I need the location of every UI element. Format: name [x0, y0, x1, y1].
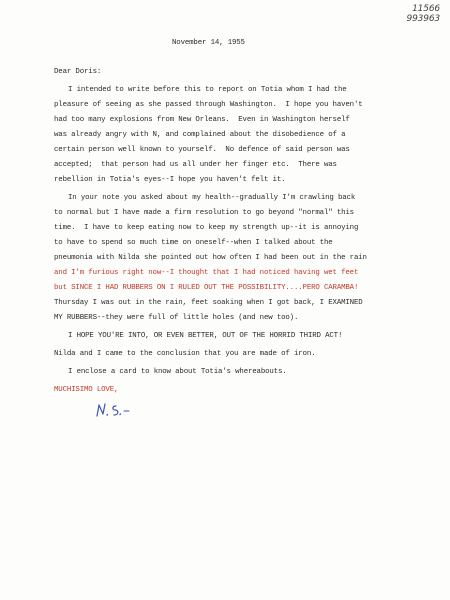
- letter-date: November 14, 1955: [172, 39, 245, 47]
- text-line: time. I have to keep eating now to keep my strength up--it is annoying: [54, 224, 359, 232]
- text-line-red: but SINCE I HAD RUBBERS ON I RULED OUT THE POSSIBILITY....PERO CARAMBA!: [54, 284, 359, 292]
- handwritten-signature: [94, 400, 138, 420]
- text-line: Thursday I was out in the rain, feet soaking when I got back, I EXAMINED: [54, 299, 363, 307]
- text-line: Nilda and I came to the conclusion that you are made of iron.: [54, 350, 316, 358]
- text-line: pneumonia with Nilda she pointed out how often I had been out in the rain: [54, 254, 367, 262]
- text-line: In your note you asked about my health--gradually I'm crawling back: [68, 194, 356, 202]
- salutation: Dear Doris:: [54, 68, 102, 76]
- text-line: I intended to write before this to report on Totia whom I had the: [68, 86, 347, 94]
- text-line: I enclose a card to know about Totia's whereabouts.: [68, 368, 287, 376]
- text-line: I HOPE YOU'RE INTO, OR EVEN BETTER, OUT OF THE HORRID THIRD ACT!: [68, 332, 343, 340]
- closing: MUCHISIMO LOVE,: [54, 386, 119, 394]
- text-line: certain person well known to yourself. No defence of said person was: [54, 146, 350, 154]
- text-line: to normal but I have made a firm resolution to go beyond "normal" this: [54, 209, 354, 217]
- text-line: was already angry with N, and complained about the disobedience of a: [54, 131, 346, 139]
- archive-number: [407, 4, 440, 24]
- text-line: to have to spend so much time on oneself--when I talked about the: [54, 239, 333, 247]
- archive-number-bottom: 993963: [406, 14, 440, 24]
- text-line: accepted; that person had us all under her finger etc. There was: [54, 161, 337, 169]
- archive-number-top: 11566: [412, 4, 440, 14]
- text-line: rebellion in Totia's eyes--I hope you haven't felt it.: [54, 176, 286, 184]
- text-line: pleasure of seeing as she passed through Washington. I hope you haven't: [54, 101, 363, 109]
- text-line: MY RUBBERS--they were full of little holes (and new too).: [54, 314, 299, 322]
- text-line-red: and I'm furious right now--I thought that I had noticed having wet feet: [54, 269, 359, 277]
- text-line: had too many explosions from New Orleans. Even in Washington herself: [54, 116, 350, 124]
